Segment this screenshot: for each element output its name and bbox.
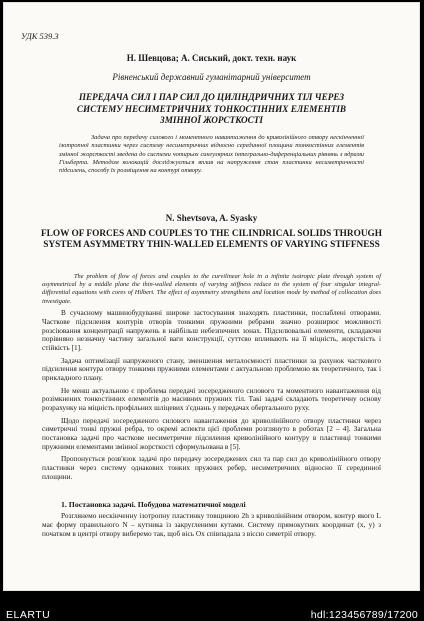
- handle-identifier[interactable]: hdl:123456789/17200: [310, 609, 418, 621]
- paragraph: Пропонується розв'язок задачі про передачу зосереджених сил та пар сил до криволінійного отвору пластинки через систему однакових тонких пружних ребер, несиметричних відносно її серединної площини.: [42, 454, 381, 481]
- paragraph: Розглянемо нескінченну ізотропну пластинку товщиною 2h з криволінійним отвором, контур якого L має форму правильного N – кутника із закругленими кутами. Систему прямокутних координат (x, y) з початком в центрі отвору виберемо так, щоб вісь Ox співпадала з віссю симетрії отвору.: [42, 511, 381, 538]
- paragraph: Задача оптимізації напруженого стану, зменшення металоємності пластинки за рахунок часткового підсилення контура отвору тонкими пружними елементами є актуальною проблемою як теоретичного, так і прикладного плану.: [42, 355, 381, 383]
- body-text: [42, 309, 381, 485]
- abstract-english: The problem of flow of forces and couples to the curvilinear hole in a infinite isotropic plate through system of asymmetrical by a middle plane the thin-walled elements of varying stiffness reduce to the system of four singular integral-differential equations with cores of Hilbert. The effect of asymmetry strengthens and location mode by method of collocation does investigate.: [42, 273, 381, 305]
- title-english: FLOW OF FORCES AND COUPLES TO THE CILINDRICAL SOLIDS THROUGH SYSTEM ASYMMETRY THIN-WALLED ELEMENTS OF VARYING STIFFNESS: [40, 229, 383, 251]
- section-body: [42, 512, 381, 538]
- authors-english: N. Shevtsova, A. Syasky: [165, 213, 258, 223]
- udk-code: УДК 539.3: [21, 31, 59, 41]
- title-ukrainian: ПЕРЕДАЧА СИЛ І ПАР СИЛ ДО ЦИЛІНДРИЧНИХ ТІЛ ЧЕРЕЗ СИСТЕМУ НЕСИМЕТРИЧНИХ ТОНКОСТІННИХ ЕЛЕМЕНТІВ ЗМІННОЇ ЖОРСТКОСТІ: [76, 92, 347, 125]
- paragraph: В сучасному машинобудуванні широке застосування знаходять пластинки, послаблені отворами. Часткове підсилення контурів отворів тонкими пружними ребрами значно розширює можливості розсіювання концентрації напружень в найбільш небезпечних зонах. Підсилювальні елементи, складаючи порівняно незначну частину загальної ваги конструкції, суттєво впливають на її міцність, жорсткість і стійкість [1].: [42, 308, 381, 353]
- abstract-ukrainian: Задача про передачу силового і моментного навантаження до криволінійного отвору нескінченної ізотропної пластинки через систему несиметричних відносно серединної площини тонкостінних елементів змінної жорсткості зведена до системи чотирьох сингулярних інтегрально-диференціальних рівнянь з ядрами Гільберта. Методом колокацій досліджується вплив на напруження стан пластинки несиметричності підсилень, способу їх розміщення на контурі отвору.: [59, 134, 364, 175]
- paper-page: [3, 2, 420, 591]
- section-heading: 1. Постановка задачі. Побудова математичної моделі: [61, 500, 246, 509]
- paragraph: Щодо передачі зосередженого силового навантаження до криволінійного отвору пластинки через симетричні тонкі пружні ребра, то окремі аспекти цієї проблеми розглянуто в роботах [2 – 4]. Загальна постановка задачі про часткове несиметричне підсилення криволінійного контуру в пластинці тонкими пружними елементами змінної жорсткості сформульована в [5].: [42, 415, 381, 451]
- paragraph: Не менш актуальною є проблема передачі зосередженого силового та моментного навантаження від розімкнених тонкостінних елементів до масивних пружних тіл. Такі задачі складають теоретичну основу розрахунку на міцність профільних шліцевих з'єднань у передачах обертального руху.: [42, 385, 381, 413]
- institution: Рівненський державний гуманітарний університет: [112, 72, 311, 82]
- repository-name: ELARTU: [6, 609, 51, 621]
- authors-ukrainian: Н. Шевцова; А. Сиський, докт. техн. наук: [126, 53, 297, 63]
